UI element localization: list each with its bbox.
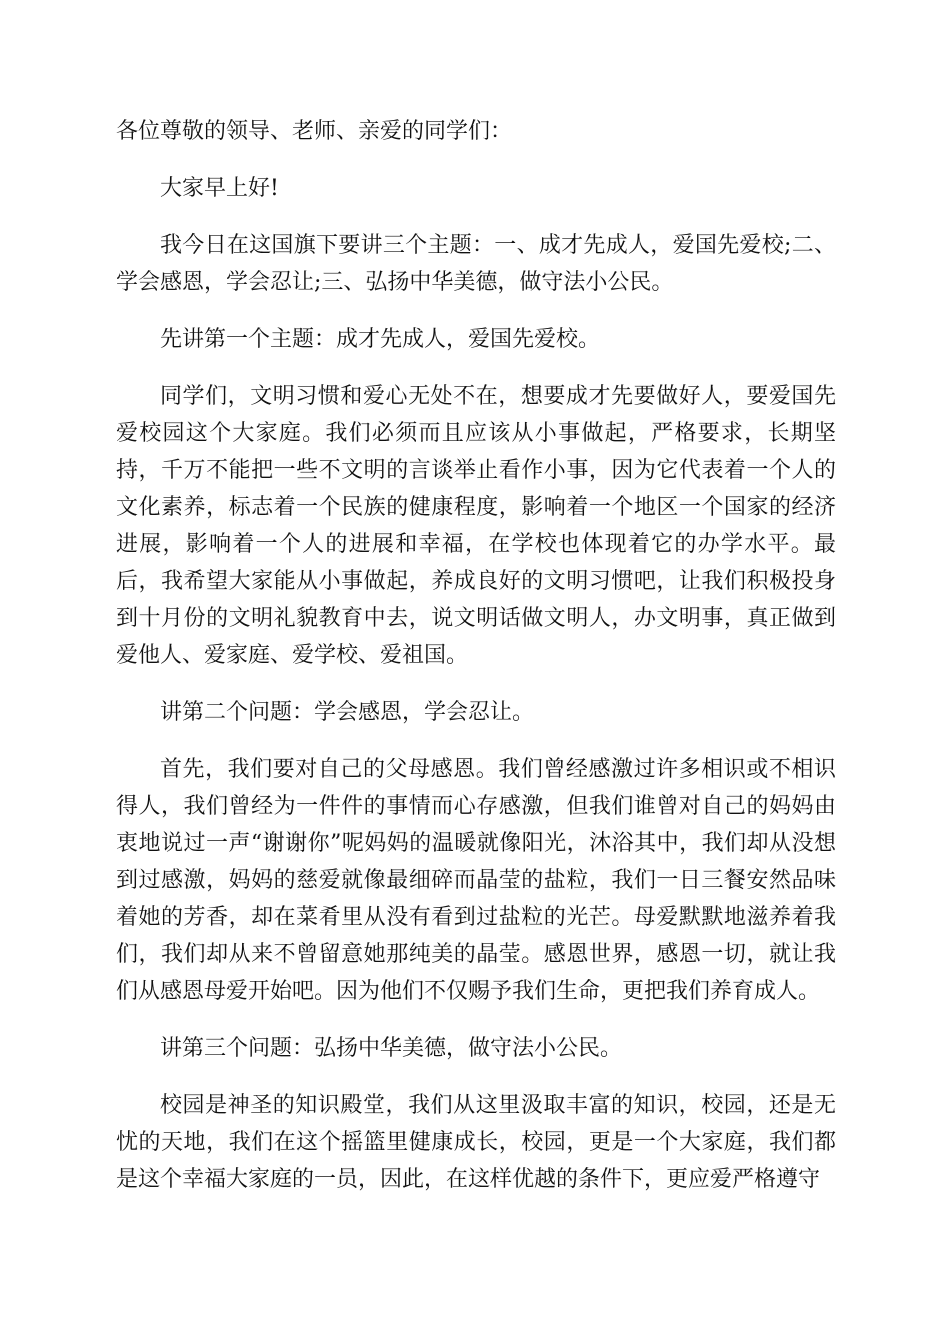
topics-overview-paragraph: 我今日在这国旗下要讲三个主题：一、成才先成人，爱国先爱校;二、学会感恩，学会忍让;三、弘扬中华美德，做守法小公民。 bbox=[116, 233, 836, 295]
good-morning-paragraph: 大家早上好! bbox=[160, 176, 279, 201]
third-topic-paragraph: 校园是神圣的知识殿堂，我们从这里汲取丰富的知识，校园，还是无忧的天地，我们在这个摇篮里健康成长，校园，更是一个大家庭，我们都是这个幸福大家庭的一员，因此，在这样优越的条件下，更应爱严格遵守 bbox=[116, 1093, 836, 1192]
second-topic-heading: 讲第二个问题：学会感恩，学会忍让。 bbox=[160, 700, 535, 725]
first-topic-heading: 先讲第一个主题：成才先成人，爱国先爱校。 bbox=[160, 327, 601, 352]
greeting-paragraph: 各位尊敬的领导、老师、亲爱的同学们： bbox=[116, 119, 513, 144]
third-topic-heading: 讲第三个问题：弘扬中华美德，做守法小公民。 bbox=[160, 1036, 623, 1061]
speech-body bbox=[116, 113, 836, 1218]
second-topic-paragraph: 首先，我们要对自己的父母感恩。我们曾经感激过许多相识或不相识得人，我们曾经为一件件的事情而心存感激，但我们谁曾对自己的妈妈由衷地说过一声“谢谢你”呢妈妈的温暖就像阳光，沐浴其中，我们却从没想到过感激，妈妈的慈爱就像最细碎而晶莹的盐粒，我们一日三餐安然品味着她的芳香，却在菜肴里从没有看到过盐粒的光芒。母爱默默地滋养着我们，我们却从来不曾留意她那纯美的晶莹。感恩世界，感恩一切，就让我们从感恩母爱开始吧。因为他们不仅赐予我们生命，更把我们养育成人。 bbox=[116, 757, 836, 1004]
first-topic-paragraph: 同学们，文明习惯和爱心无处不在，想要成才先要做好人，要爱国先爱校园这个大家庭。我们必须而且应该从小事做起，严格要求，长期坚持，千万不能把一些不文明的言谈举止看作小事，因为它代表着一个人的文化素养，标志着一个民族的健康程度，影响着一个地区一个国家的经济进展，影响着一个人的进展和幸福，在学校也体现着它的办学水平。最后，我希望大家能从小事做起，养成良好的文明习惯吧，让我们积极投身到十月份的文明礼貌教育中去，说文明话做文明人，办文明事，真正做到爱他人、爱家庭、爱学校、爱祖国。 bbox=[116, 384, 836, 668]
